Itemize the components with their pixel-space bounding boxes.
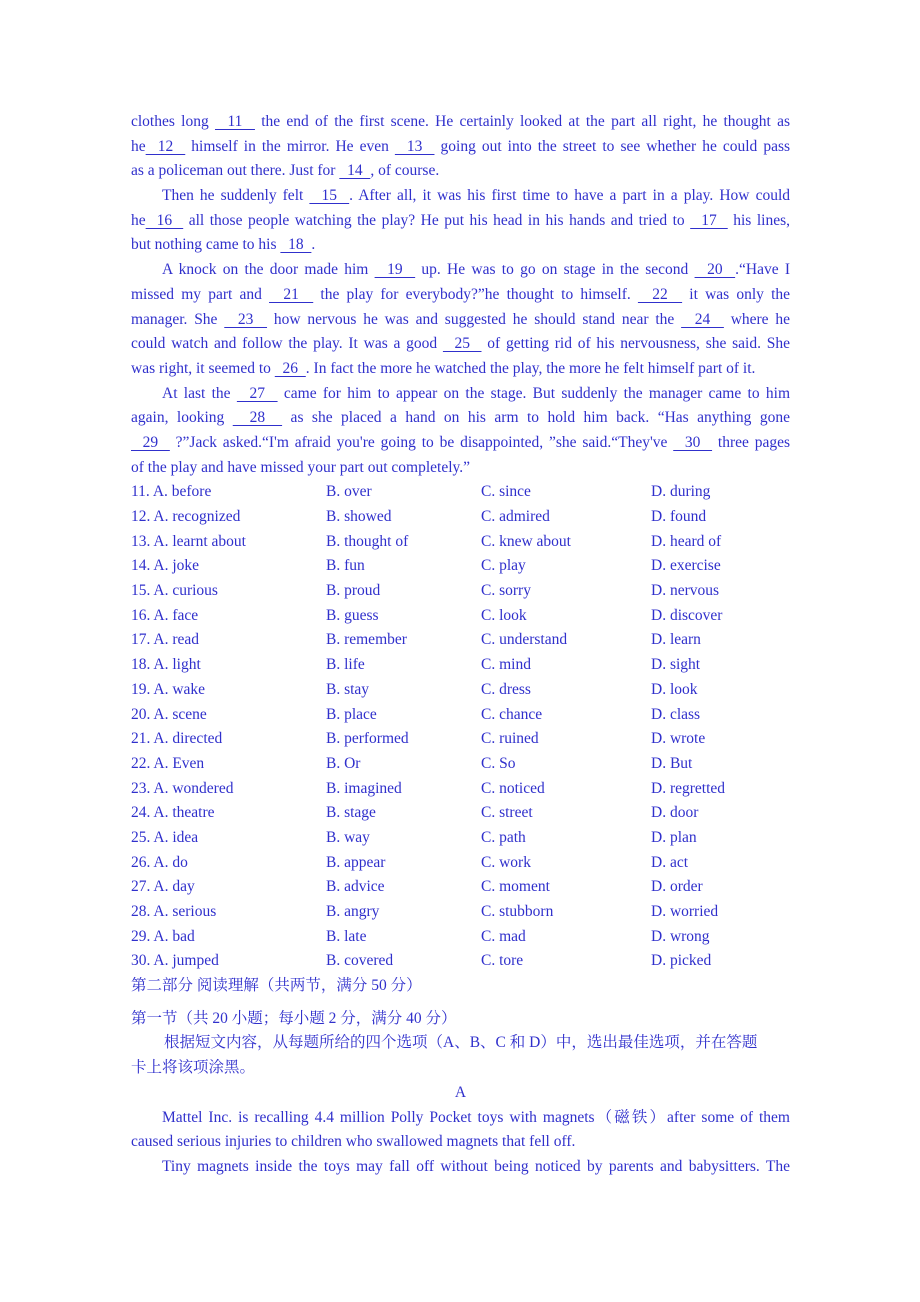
option-cell-24-A: 24. A. theatre [131,804,215,822]
option-cell-12-B: B. showed [326,508,392,525]
option-cell-20-B: B. place [326,705,377,723]
option-cell-19-A: 19. A. wake [131,680,206,698]
cloze-line: clothes long 11 the end of the first scene. He certainly looked at the part all right, he thought as [131,113,790,130]
option-cell-25-A: 25. A. idea [131,828,199,846]
option-cell-21-A: 21. A. directed [131,730,223,748]
option-cell-11-C: C. since [481,483,531,501]
option-cell-15-B: B. proud [326,582,381,600]
option-cell-13-D: D. heard of [651,532,722,550]
question-row-15 [131,579,790,604]
option-cell-22-B: B. Or [326,754,361,772]
option-cell-16-A: 16. A. face [131,606,199,624]
option-cell-29-B: B. late [326,927,367,945]
option-cell-25-C: C. path [481,828,526,846]
blank-28: 28 [232,409,283,427]
option-cell-18-D: D. sight [651,656,701,674]
option-cell-30-D: D. picked [651,952,712,970]
cloze-line: could watch and follow the play. It was a good 25 of getting rid of his nervousness, she said. She [131,335,790,353]
cloze-line: At last the 27 came for him to appear on the stage. But suddenly the manager came to him [162,384,790,402]
cloze-options-table [131,480,790,974]
option-cell-22-D: D. But [651,754,693,772]
part2-heading: 第二部分 阅读理解（共两节，满分 50 分） [131,977,422,995]
blank-23: 23 [224,310,268,328]
cloze-line: A knock on the door made him 19 up. He was to go on stage in the second 20 .“Have I [162,261,790,279]
option-cell-16-B: B. guess [326,606,379,624]
option-cell-28-A: 28. A. serious [131,903,217,920]
blank-18: 18 [280,236,312,254]
blank-16: 16 [145,211,184,229]
option-cell-30-C: C. tore [481,952,524,970]
option-cell-29-C: C. mad [481,927,526,945]
cloze-line: he 12 himself in the mirror. He even 13 going out into the street to see whether he could pass [131,137,790,155]
option-cell-13-A: 13. A. learnt about [131,532,246,550]
option-cell-15-C: C. sorry [481,582,531,600]
blank-20: 20 [694,261,736,279]
option-cell-26-B: B. appear [326,853,386,871]
option-cell-14-B: B. fun [326,557,365,575]
option-cell-22-C: C. So [481,754,516,772]
question-row-25 [131,826,790,851]
option-cell-23-A: 23. A. wondered [131,779,234,797]
passage-a-title: A [454,1083,467,1101]
option-cell-27-C: C. moment [481,878,550,896]
question-row-13 [131,530,790,555]
cloze-line: of the play and have missed your part out completely.” [131,458,471,476]
question-row-26 [131,851,790,876]
blank-15: 15 [309,187,350,205]
blank-26: 26 [274,359,306,377]
instructions-line-1: 根据短文内容，从每题所给的四个选项（A、B、C 和 D）中，选出最佳选项，并在答题 [164,1034,758,1052]
option-cell-20-C: C. chance [481,705,543,723]
option-cell-30-A: 30. A. jumped [131,952,219,970]
option-cell-13-C: C. knew about [481,532,571,550]
option-cell-24-D: D. door [651,804,699,822]
question-row-16 [131,604,790,629]
option-cell-14-D: D. exercise [651,557,721,575]
question-row-29 [131,925,790,950]
blank-30: 30 [673,433,713,451]
option-cell-16-C: C. look [481,606,527,624]
question-row-30 [131,949,790,974]
option-cell-13-B: B. thought of [326,532,409,550]
exam-page [131,110,790,1180]
blank-24: 24 [681,310,724,328]
option-cell-17-C: C. understand [481,631,568,649]
option-cell-24-B: B. stage [326,804,376,822]
question-row-18 [131,653,790,678]
blank-29: 29 [131,433,170,451]
option-cell-20-A: 20. A. scene [131,705,207,723]
question-row-14 [131,554,790,579]
cloze-line: as a policeman out there. Just for 14 , of course. [131,162,440,180]
option-cell-18-B: B. life [326,656,365,674]
question-row-27 [131,875,790,900]
section1-heading: 第一节（共 20 小题；每小题 2 分，满分 40 分） [131,1009,457,1027]
blank-21: 21 [269,285,314,303]
option-cell-17-B: B. remember [326,631,407,649]
option-cell-18-C: C. mind [481,656,531,674]
option-cell-11-D: D. during [651,483,711,501]
option-cell-24-C: C. street [481,804,533,822]
option-cell-28-B: B. angry [326,903,380,920]
option-cell-17-A: 17. A. read [131,631,200,649]
option-cell-30-B: B. covered [326,952,394,970]
option-cell-28-D: D. worried [651,903,719,920]
cloze-line: he 16 all those people watching the play? He put his head in his hands and tried to 17 his lines, [131,211,790,229]
cloze-line: 29 ?”Jack asked.“I'm afraid you're going to be disappointed, ”she said.“They've 30 three pages [131,433,790,451]
option-cell-15-D: D. nervous [651,582,720,600]
option-cell-27-D: D. order [651,878,703,896]
option-cell-25-B: B. way [326,828,370,846]
question-row-28 [131,900,790,925]
passage-a-line: Mattel Inc. is recalling 4.4 million Polly Pocket toys with magnets（磁铁）after some of them [162,1108,790,1126]
blank-17: 17 [690,211,728,229]
option-cell-27-B: B. advice [326,878,385,896]
option-cell-22-A: 22. A. Even [131,754,205,772]
option-cell-12-D: D. found [651,508,707,525]
option-cell-21-C: C. ruined [481,730,539,748]
passage-a-body [131,1106,790,1180]
cloze-line: Then he suddenly felt 15 . After all, it was his first time to have a part in a play. How could [162,187,790,205]
question-row-17 [131,628,790,653]
question-row-24 [131,801,790,826]
blank-22: 22 [637,285,683,303]
question-row-19 [131,678,790,703]
option-cell-15-A: 15. A. curious [131,582,218,600]
cloze-line: again, looking 28 as she placed a hand on his arm to hold him back. “Has anything gone [131,409,790,427]
question-row-11 [131,480,790,505]
option-cell-12-C: C. admired [481,508,550,525]
blank-12: 12 [145,137,186,155]
blank-27: 27 [236,384,278,402]
option-cell-29-A: 29. A. bad [131,927,195,945]
cloze-line: was right, it seemed to 26 . In fact the more he watched the play, the more he felt himself part of it. [131,359,756,377]
option-cell-11-A: 11. A. before [131,483,212,501]
option-cell-19-C: C. dress [481,680,531,698]
blank-25: 25 [442,335,482,353]
option-cell-23-C: C. noticed [481,779,545,797]
option-cell-19-D: D. look [651,680,698,698]
option-cell-25-D: D. plan [651,828,697,846]
blank-14: 14 [339,162,371,180]
option-cell-14-A: 14. A. joke [131,557,200,575]
option-cell-21-B: B. performed [326,730,409,748]
cloze-line: manager. She 23 how nervous he was and suggested he should stand near the 24 where he [131,310,790,328]
cloze-passage [131,110,790,480]
option-cell-23-B: B. imagined [326,779,402,797]
option-cell-21-D: D. wrote [651,730,706,748]
passage-a-line: caused serious injuries to children who swallowed magnets that fell off. [131,1133,576,1151]
option-cell-29-D: D. wrong [651,927,710,945]
option-cell-26-C: C. work [481,853,531,871]
blank-13: 13 [394,137,435,155]
option-cell-19-B: B. stay [326,680,370,698]
blank-19: 19 [374,261,416,279]
cloze-line: missed my part and 21 the play for everybody?”he thought to himself. 22 it was only the [131,285,790,303]
option-cell-26-A: 26. A. do [131,853,188,871]
option-cell-11-B: B. over [326,483,372,501]
question-row-21 [131,727,790,752]
question-row-20 [131,703,790,728]
option-cell-28-C: C. stubborn [481,903,554,920]
option-cell-27-A: 27. A. day [131,878,195,896]
question-row-23 [131,777,790,802]
blank-11: 11 [214,113,255,130]
option-cell-26-D: D. act [651,853,689,871]
option-cell-23-D: D. regretted [651,779,726,797]
instructions-line-2: 卡上将该项涂黑。 [131,1059,256,1077]
question-row-22 [131,752,790,777]
option-cell-16-D: D. discover [651,606,723,624]
option-cell-12-A: 12. A. recognized [131,508,241,525]
option-cell-14-C: C. play [481,557,526,575]
option-cell-20-D: D. class [651,705,701,723]
option-cell-17-D: D. learn [651,631,701,649]
passage-a-line: Tiny magnets inside the toys may fall off without being noticed by parents and babysitters. The [162,1157,790,1175]
option-cell-18-A: 18. A. light [131,656,201,674]
question-row-12 [131,505,790,530]
cloze-line: but nothing came to his 18 . [131,236,316,254]
